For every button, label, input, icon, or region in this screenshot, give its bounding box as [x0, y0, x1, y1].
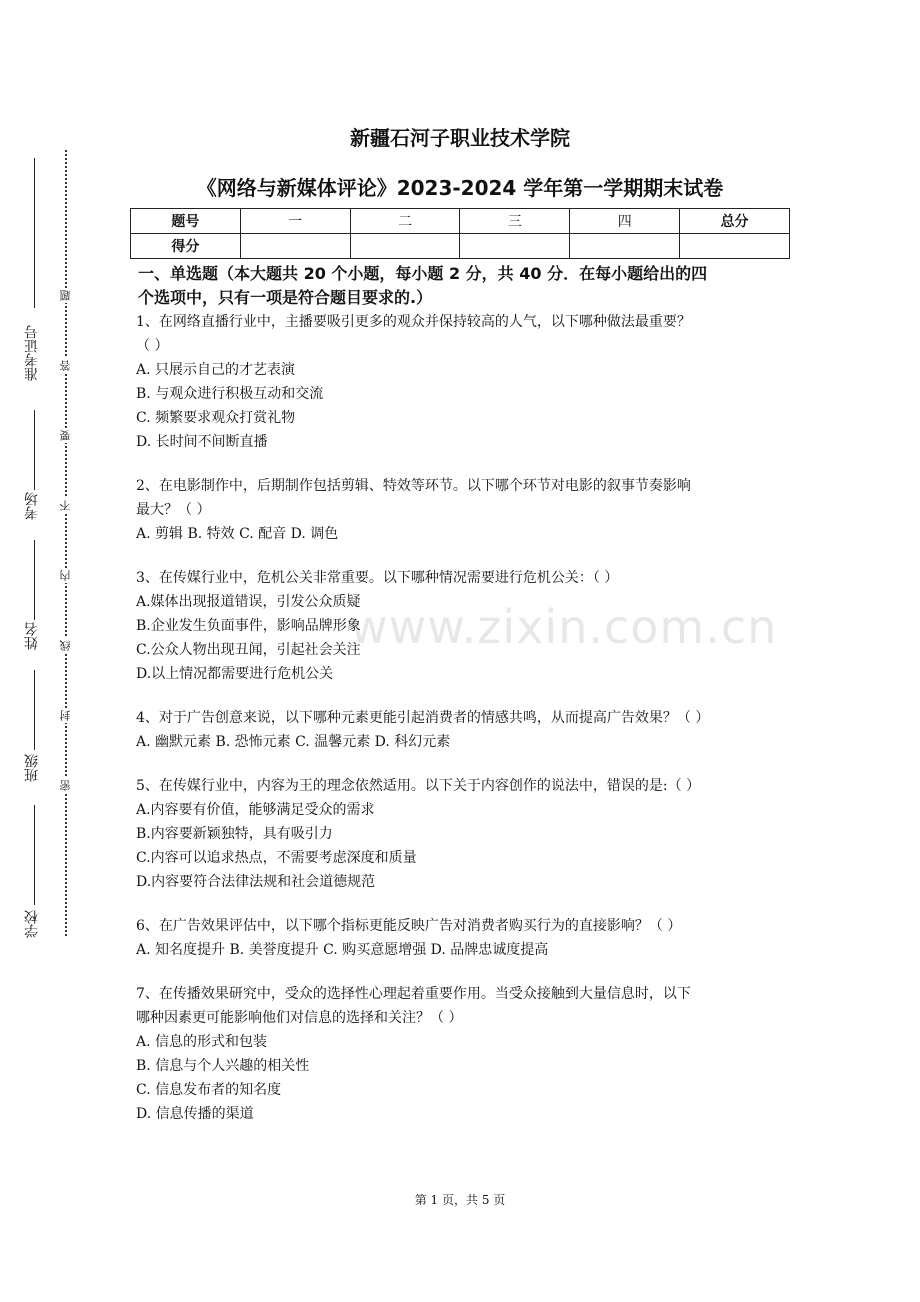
- question-7: [136, 982, 786, 1126]
- question-text: 最大？（ ）: [136, 502, 211, 518]
- question-4: [136, 706, 786, 754]
- binding-underline: [34, 805, 35, 905]
- question-2: [136, 474, 786, 546]
- option: A.媒体出现报道错误，引发公众质疑: [136, 594, 361, 610]
- binding-margin: [0, 140, 110, 960]
- question-6: [136, 914, 786, 962]
- binding-underline: [34, 670, 35, 750]
- question-text: 3、在传媒行业中，危机公关非常重要。以下哪种情况需要进行危机公关：（ ）: [136, 570, 619, 586]
- score-cell[interactable]: [350, 234, 460, 259]
- question-5: [136, 774, 786, 894]
- score-table-header-cell: 三: [460, 209, 570, 234]
- question-1: [136, 310, 786, 454]
- option: A. 知名度提升 B. 美誉度提升 C. 购买意愿增强 D. 品牌忠诚度提高: [136, 942, 549, 958]
- binding-underline: [34, 540, 35, 620]
- option: A.内容要有价值，能够满足受众的需求: [136, 802, 375, 818]
- seal-char: 线: [59, 640, 72, 651]
- question-text: 6、在广告效果评估中，以下哪个指标更能反映广告对消费者购买行为的直接影响？（ ）: [136, 918, 682, 934]
- score-row-label: 得分: [131, 234, 241, 259]
- binding-label-class: 班级: [24, 754, 40, 782]
- option: A. 信息的形式和包装: [136, 1034, 268, 1050]
- option: A. 幽默元素 B. 恐怖元素 C. 温馨元素 D. 科幻元素: [136, 734, 451, 750]
- seal-char: 封: [59, 710, 72, 721]
- option: B. 与观众进行积极互动和交流: [136, 386, 324, 402]
- question-text: （ ）: [136, 338, 169, 354]
- score-cell[interactable]: [460, 234, 570, 259]
- binding-underline: [34, 410, 35, 490]
- seal-char: 不: [59, 500, 72, 511]
- score-table-score-row: [131, 234, 790, 259]
- option: C.内容可以追求热点，不需要考虑深度和质量: [136, 850, 417, 866]
- seal-char: 内: [59, 570, 72, 581]
- exam-content: [136, 262, 786, 1126]
- question-text: 7、在传播效果研究中，受众的选择性心理起着重要作用。当受众接触到大量信息时，以下: [136, 986, 691, 1002]
- option: C. 信息发布者的知名度: [136, 1082, 282, 1098]
- question-text: 2、在电影制作中，后期制作包括剪辑、特效等环节。以下哪个环节对电影的叙事节奏影响: [136, 478, 691, 494]
- option: D.内容要符合法律法规和社会道德规范: [136, 874, 376, 890]
- option: B. 信息与个人兴趣的相关性: [136, 1058, 310, 1074]
- score-table-header-cell: 二: [350, 209, 460, 234]
- binding-label-name: 姓名: [24, 622, 40, 650]
- score-cell[interactable]: [240, 234, 350, 259]
- question-text: 1、在网络直播行业中，主播要吸引更多的观众并保持较高的人气，以下哪种做法最重要？: [136, 314, 691, 330]
- score-table-header-cell: 总分: [680, 209, 790, 234]
- binding-label-exam-room: 考场: [24, 492, 40, 520]
- page-footer: 第 1 页，共 5 页: [414, 1193, 506, 1207]
- question-text: 5、在传媒行业中，内容为王的理念依然适用。以下关于内容创作的说法中，错误的是:（ ）: [136, 778, 701, 794]
- seal-char: 答: [59, 360, 72, 371]
- score-cell[interactable]: [680, 234, 790, 259]
- exam-title: 《网络与新媒体评论》2023-2024 学年第一学期期末试卷: [196, 176, 724, 200]
- score-table: [130, 208, 790, 259]
- watermark: www.zixin.com.cn: [350, 600, 778, 654]
- score-table-header-row: [131, 209, 790, 234]
- option: D.以上情况都需要进行危机公关: [136, 666, 334, 682]
- question-text: 哪种因素更可能影响他们对信息的选择和关注？（ ）: [136, 1010, 463, 1026]
- seal-char: 题: [59, 290, 72, 301]
- seal-char: 要: [59, 430, 72, 441]
- score-table-header-cell: 四: [570, 209, 680, 234]
- option: D. 长时间不间断直播: [136, 434, 268, 450]
- section-title: 一、单选题（本大题共 20 个小题，每小题 2 分，共 40 分．在每小题给出的四 个选项中，只有一项是符合题目要求的.）: [138, 264, 708, 307]
- option: B.内容要新颖独特，具有吸引力: [136, 826, 333, 842]
- seal-dotted-line: [65, 150, 67, 936]
- option: A. 只展示自己的才艺表演: [136, 362, 296, 378]
- score-table-header-cell: 题号: [131, 209, 241, 234]
- binding-label-exam-number: 准考证号: [24, 325, 40, 381]
- school-title: 新疆石河子职业技术学院: [350, 126, 570, 150]
- question-text: 4、对于广告创意来说，以下哪种元素更能引起消费者的情感共鸣，从而提高广告效果？（ ）: [136, 710, 710, 726]
- seal-char: 密: [59, 780, 72, 791]
- option: C.公众人物出现丑闻，引起社会关注: [136, 642, 361, 658]
- binding-label-school: 学校: [24, 910, 40, 938]
- option: C. 频繁要求观众打赏礼物: [136, 410, 296, 426]
- score-cell[interactable]: [570, 234, 680, 259]
- option: B.企业发生负面事件，影响品牌形象: [136, 618, 361, 634]
- option: D. 信息传播的渠道: [136, 1106, 254, 1122]
- option: A. 剪辑 B. 特效 C. 配音 D. 调色: [136, 526, 339, 542]
- score-table-header-cell: 一: [240, 209, 350, 234]
